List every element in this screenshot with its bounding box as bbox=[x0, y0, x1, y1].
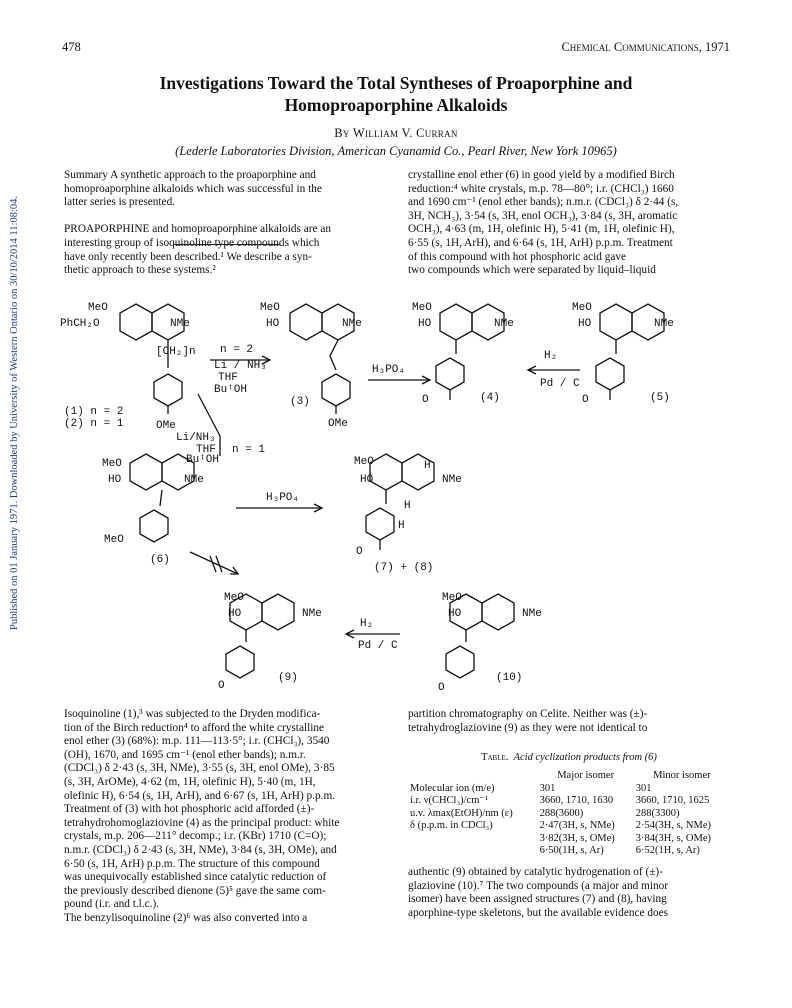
title-line-1: Investigations Toward the Total Syntheses of Proaporphine and bbox=[159, 73, 633, 93]
text-line bbox=[64, 210, 386, 224]
table-cell: δ (p.p.m. in CDCl₃) bbox=[410, 820, 493, 831]
table-cell: 6·50(1H, s, Ar) bbox=[539, 845, 604, 856]
svg-text:HO: HO bbox=[108, 474, 122, 486]
table-cell: i.r. ν(CHCl₃)/cm⁻¹ bbox=[410, 795, 489, 806]
text-line: 3H, NCH₃), 3·54 (s, 3H, enol OCH₃), 3·84 (s, 3H, aromatic bbox=[408, 209, 678, 222]
text-line: PROAPORPHINE and homoproaporphine alkaloids are an bbox=[64, 223, 332, 236]
svg-text:(1) n = 2: (1) n = 2 bbox=[64, 406, 124, 418]
summary-and-intro bbox=[64, 169, 386, 278]
svg-text:Li / NH₃: Li / NH₃ bbox=[214, 360, 267, 372]
svg-text:H: H bbox=[404, 500, 411, 512]
svg-text:HO: HO bbox=[578, 318, 592, 330]
text-line: tetrahydrohomoglaziovine (4) as the principal product: white bbox=[64, 816, 340, 829]
table-cell: u.v. λmax(EtOH)/nm (ε) bbox=[410, 807, 513, 819]
svg-text:NMe: NMe bbox=[522, 608, 542, 620]
table-cell: Molecular ion (m/e) bbox=[410, 782, 495, 794]
svg-text:BuᵗOH: BuᵗOH bbox=[214, 384, 248, 396]
reaction-scheme bbox=[60, 296, 740, 696]
section-rule bbox=[174, 244, 280, 245]
table-cell bbox=[408, 833, 538, 846]
text-line: interesting group of isoquinoline type compounds which bbox=[64, 236, 320, 249]
text-line: thetic approach to these systems.² bbox=[64, 264, 216, 277]
table-cell: 6·52(1H, s, Ar) bbox=[635, 845, 700, 856]
text-line: 6·50 (s, 1H, ArH) p.p.m. The structure of this compound bbox=[64, 857, 320, 870]
svg-text:n = 2: n = 2 bbox=[220, 344, 254, 356]
text-line: homoproaporphine alkaloids which was successful in the bbox=[64, 182, 322, 195]
arrow-6 bbox=[190, 552, 238, 574]
table-caption-label: Table. bbox=[481, 752, 509, 763]
svg-text:MeO: MeO bbox=[412, 302, 432, 314]
text-line: crystalline enol ether (6) in good yield by a modified Birch bbox=[408, 169, 675, 181]
text-line: reduction:⁴ white crystals, m.p. 78—80°; i.r. (CHCl₃) 1660 bbox=[408, 182, 674, 195]
page-number: 478 bbox=[62, 40, 81, 54]
text-line: latter series is presented. bbox=[64, 196, 176, 209]
author-byline: By William V. Curran bbox=[334, 126, 458, 140]
table-cell: 2·47(3H, s, NMe) bbox=[539, 820, 615, 831]
svg-text:[CH₂]n: [CH₂]n bbox=[156, 346, 196, 358]
right-column-bottom-top bbox=[408, 708, 730, 735]
scheme-label-MeO: MeO bbox=[88, 302, 108, 314]
text-line: (s, 3H, ArOMe), 4·62 (m, 1H, olefinic H), 5·40 (m, 1H, bbox=[64, 775, 316, 788]
svg-text:(5): (5) bbox=[650, 392, 670, 404]
svg-text:(4): (4) bbox=[480, 392, 500, 404]
svg-text:Li/NH₃: Li/NH₃ bbox=[176, 432, 216, 444]
svg-text:NMe: NMe bbox=[170, 318, 190, 330]
text-line: tion of the Birch reduction⁴ to afford the white crystalline bbox=[64, 721, 325, 734]
svg-text:(6): (6) bbox=[150, 554, 170, 566]
results-table bbox=[408, 770, 730, 858]
text-line: The benzylisoquinoline (2)⁶ was also converted into a bbox=[64, 911, 308, 924]
svg-text:Pd / C: Pd / C bbox=[540, 378, 580, 390]
download-stamp-text: Published on 01 January 1971. Downloaded by University of Western Ontario on 30/10/2014 11:08:04. bbox=[9, 196, 20, 630]
download-stamp[interactable] bbox=[0, 160, 20, 630]
svg-text:H: H bbox=[398, 520, 405, 532]
text-line: 6·55 (s, 1H, ArH), and 6·64 (s, 1H, ArH) p.p.m. Treatment bbox=[408, 236, 673, 249]
svg-text:NMe: NMe bbox=[494, 318, 514, 330]
svg-text:H₂: H₂ bbox=[360, 618, 374, 630]
text-line: Treatment of (3) with hot phosphoric acid afforded (±)- bbox=[64, 803, 315, 816]
svg-text:HO: HO bbox=[448, 608, 462, 620]
svg-text:MeO: MeO bbox=[102, 458, 122, 470]
table-caption-text: Acid cyclization products from (6) bbox=[513, 752, 657, 763]
table-cell: 3·82(3H, s, OMe) bbox=[539, 832, 615, 844]
svg-text:THF: THF bbox=[218, 372, 238, 384]
text-line: pound (i.r. and t.l.c.). bbox=[64, 898, 160, 911]
title-line-2: Homoproaporphine Alkaloids bbox=[284, 95, 508, 115]
table-row bbox=[408, 820, 730, 833]
svg-text:n = 1: n = 1 bbox=[232, 444, 266, 456]
svg-text:H₃PO₄: H₃PO₄ bbox=[266, 492, 300, 504]
svg-text:NMe: NMe bbox=[442, 474, 462, 486]
text-line: olefinic H), 6·54 (s, 1H, ArH), and 6·67 (s, 1H, ArH) p.p.m. bbox=[64, 789, 336, 802]
svg-text:O: O bbox=[438, 682, 445, 694]
svg-text:(10): (10) bbox=[496, 672, 523, 684]
table-cell: 3660, 1710, 1625 bbox=[635, 795, 710, 806]
journal-header: Chemical Communications, 1971 bbox=[561, 40, 730, 54]
svg-text:Pd / C: Pd / C bbox=[358, 640, 398, 652]
text-line: authentic (9) obtained by catalytic hydrogenation of (±)- bbox=[408, 866, 663, 878]
svg-text:O: O bbox=[356, 546, 363, 558]
text-line: Isoquinoline (1),³ was subjected to the Dryden modifica- bbox=[64, 708, 321, 720]
svg-text:MeO: MeO bbox=[224, 592, 244, 604]
aromatic-ring-1 bbox=[120, 304, 152, 340]
svg-text:(2) n = 1: (2) n = 1 bbox=[64, 418, 124, 430]
table-cell: 3·84(3H, s, OMe) bbox=[635, 832, 712, 844]
svg-text:H: H bbox=[424, 460, 431, 472]
text-line: and 1690 cm⁻¹ (enol ether bands); n.m.r. (CDCl₃) δ 2·44 (s, bbox=[408, 196, 679, 209]
text-line: two compounds which were separated by liquid–liquid bbox=[408, 264, 656, 277]
svg-text:H₃PO₄: H₃PO₄ bbox=[372, 364, 406, 376]
text-line: aporphine-type skeletons, but the available evidence does bbox=[408, 906, 669, 919]
text-line: partition chromatography on Celite. Neither was (±)- bbox=[408, 708, 648, 720]
aromatic-ring-1b bbox=[154, 374, 182, 406]
svg-text:PhCH₂O: PhCH₂O bbox=[60, 318, 100, 330]
table-row bbox=[408, 808, 730, 821]
svg-text:MeO: MeO bbox=[104, 534, 124, 546]
text-line: (OH), 1670, and 1695 cm⁻¹ (enol ether bands); n.m.r. bbox=[64, 748, 306, 761]
svg-text:(3): (3) bbox=[290, 396, 310, 408]
table-cell: 288(3600) bbox=[539, 807, 584, 819]
text-line: tetrahydroglaziovine (9) as they were not identical to bbox=[408, 721, 648, 734]
svg-text:HO: HO bbox=[360, 474, 374, 486]
table-header-cell: Minor isomer bbox=[653, 770, 711, 781]
text-line: Summary A synthetic approach to the proaporphine and bbox=[64, 169, 316, 181]
table-row bbox=[408, 783, 730, 796]
text-line: crystals, m.p. 206—211° decomp.; i.r. (KBr) 1710 (C=O); bbox=[64, 830, 327, 843]
text-line: enol ether (3) (68%): m.p. 111—113·5°; i.r. (CHCl₃), 3540 bbox=[64, 735, 330, 748]
svg-text:HO: HO bbox=[418, 318, 432, 330]
svg-text:O: O bbox=[218, 680, 225, 692]
svg-text:(7) + (8): (7) + (8) bbox=[374, 562, 434, 574]
table-cell bbox=[408, 845, 538, 858]
text-line: OCH₃), 4·63 (m, 1H, olefinic H), 5·41 (m, 1H, olefinic H), bbox=[408, 223, 675, 236]
svg-text:NMe: NMe bbox=[302, 608, 322, 620]
svg-text:(9): (9) bbox=[278, 672, 298, 684]
text-line: was unequivocally established since catalytic reduction of bbox=[64, 871, 327, 884]
svg-text:HO: HO bbox=[228, 608, 242, 620]
table-row bbox=[408, 833, 730, 846]
right-column-bottom-end bbox=[408, 866, 730, 920]
text-line: the previously described dienone (5)⁵ gave the same com- bbox=[64, 884, 326, 897]
text-line: of this compound with hot phosphoric acid gave bbox=[408, 250, 627, 263]
arrow-4 bbox=[198, 394, 220, 436]
svg-text:MeO: MeO bbox=[442, 592, 462, 604]
article-title bbox=[0, 72, 792, 116]
svg-text:HO: HO bbox=[266, 318, 280, 330]
table-caption bbox=[408, 752, 730, 763]
svg-text:NMe: NMe bbox=[342, 318, 362, 330]
text-line: n.m.r. (CDCl₃) δ 2·43 (s, 3H, NMe), 3·84 (s, 3H, OMe), and bbox=[64, 843, 337, 856]
text-line: isomer) have been assigned structures (7) and (8), having bbox=[408, 893, 667, 906]
table-cell: 301 bbox=[539, 782, 556, 794]
text-line: have only recently been described.¹ We describe a syn- bbox=[64, 250, 312, 263]
table-header-cell: Major isomer bbox=[557, 770, 615, 781]
text-line: glaziovine (10).⁷ The two compounds (a major and minor bbox=[408, 879, 669, 892]
svg-text:THF: THF bbox=[196, 444, 216, 456]
svg-text:H₂: H₂ bbox=[544, 350, 558, 362]
author-affiliation: (Lederle Laboratories Division, American Cyanamid Co., Pearl River, New York 10965) bbox=[175, 144, 617, 158]
table-row bbox=[408, 795, 730, 808]
text-line: (CDCl₃) δ 2·43 (s, 3H, NMe), 3·55 (s, 3H, enol OMe), 3·85 bbox=[64, 762, 335, 775]
svg-text:OMe: OMe bbox=[328, 418, 348, 430]
svg-text:MeO: MeO bbox=[572, 302, 592, 314]
svg-text:MeO: MeO bbox=[260, 302, 280, 314]
table-cell: 3660, 1710, 1630 bbox=[539, 795, 614, 806]
table-cell: 301 bbox=[635, 782, 652, 794]
left-column-bottom bbox=[64, 708, 386, 926]
svg-text:NMe: NMe bbox=[184, 474, 204, 486]
table-cell: 288(3300) bbox=[635, 807, 680, 819]
svg-text:NMe: NMe bbox=[654, 318, 674, 330]
table-cell: 2·54(3H, s, NMe) bbox=[635, 820, 712, 831]
table-header-cell bbox=[408, 770, 538, 783]
table-row bbox=[408, 845, 730, 858]
svg-text:MeO: MeO bbox=[354, 456, 374, 468]
svg-text:O: O bbox=[422, 394, 429, 406]
svg-text:OMe: OMe bbox=[156, 420, 176, 432]
svg-text:BuᵗOH: BuᵗOH bbox=[186, 454, 220, 466]
svg-text:O: O bbox=[582, 394, 589, 406]
right-column-top bbox=[408, 169, 730, 278]
